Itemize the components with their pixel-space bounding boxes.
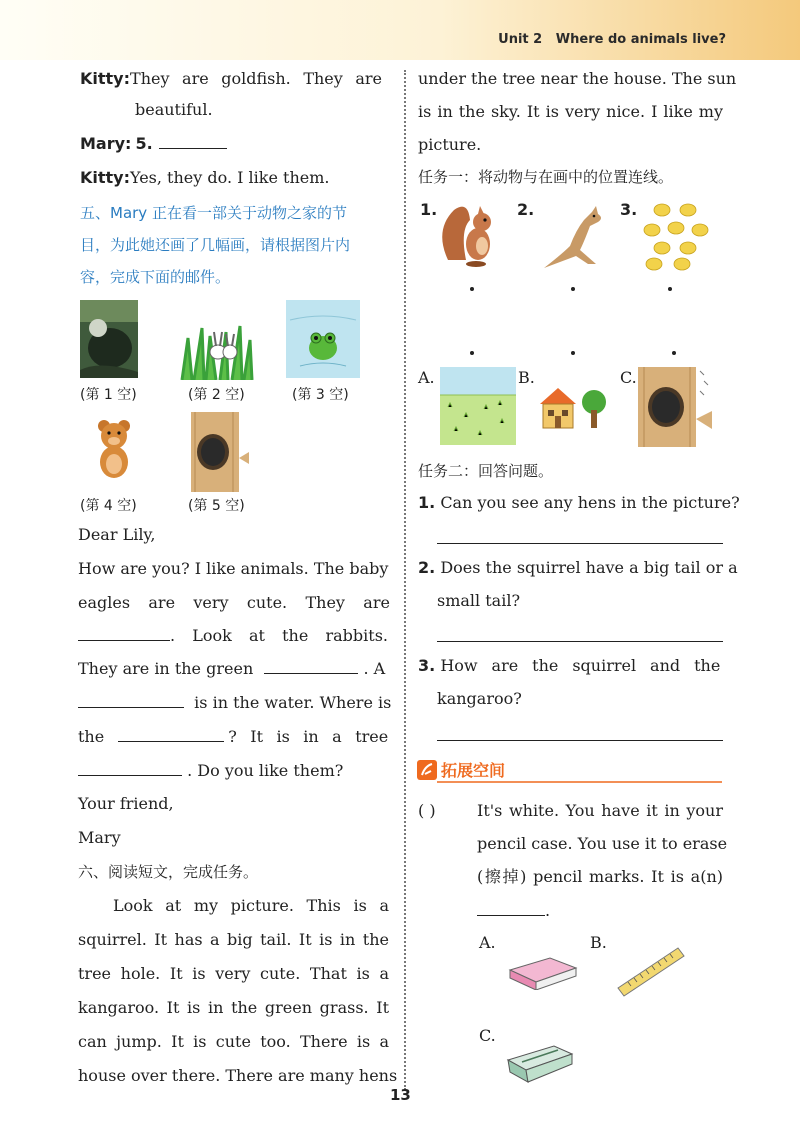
passage-line-7: under the tree near the house. The sun	[418, 69, 737, 88]
question-3-cont: kangaroo?	[437, 689, 522, 708]
question-2: 2. Does the squirrel have a big tail or a	[418, 558, 738, 577]
section-5-instruction-1: 五、Mary 正在看一部关于动物之家的节	[80, 204, 347, 222]
frog-in-water-image	[286, 300, 360, 378]
email-greeting: Dear Lily,	[78, 525, 156, 544]
option-c-label: C.	[479, 1026, 496, 1045]
caption-3: (第 3 空)	[292, 387, 349, 403]
email-line-5: is in the water. Where is	[78, 692, 391, 714]
extension-paren[interactable]: ( )	[418, 801, 436, 820]
passage-line-9: picture.	[418, 135, 482, 154]
caption-4: (第 4 空)	[80, 498, 137, 514]
passage-line-1: Look at my picture. This is a	[113, 896, 389, 915]
match-dot-b[interactable]	[571, 351, 575, 355]
kangaroo-image	[540, 206, 608, 270]
section-5-instruction-2: 目，为此她还画了几幅画，请根据图片内	[80, 236, 351, 254]
match-dot-2[interactable]	[571, 287, 575, 291]
email-line-6: the ? It is in a tree	[78, 727, 389, 746]
email-line-3: . Look at the rabbits.	[78, 625, 390, 647]
match-dot-3[interactable]	[668, 287, 672, 291]
option-b-label: B.	[590, 933, 607, 952]
bear-image	[94, 418, 134, 482]
eraser-image	[506, 952, 578, 990]
column-divider	[404, 70, 406, 1090]
extension-title: 拓展空间	[441, 761, 506, 780]
question-1: 1. Can you see any hens in the picture?	[418, 493, 740, 512]
place-label-c: C.	[620, 368, 637, 387]
forest-cave-image	[80, 300, 138, 378]
caption-1: (第 1 空)	[80, 387, 137, 403]
extension-blank[interactable]: .	[477, 900, 550, 922]
match-dot-c[interactable]	[672, 351, 676, 355]
task-2-heading: 任务二：回答问题。	[418, 462, 554, 480]
page-header	[0, 0, 800, 60]
extension-line-3: (擦掉) pencil marks. It is a(n)	[477, 867, 723, 886]
passage-line-3: tree hole. It is very cute. That is a	[78, 964, 389, 983]
answer-line-1[interactable]	[437, 543, 723, 544]
email-line-1: How are you? I like animals. The baby	[78, 559, 389, 578]
email-line-7: . Do you like them?	[78, 760, 343, 782]
dialogue-line-2: Mary: 5.	[80, 133, 227, 155]
section-5-instruction-3: 容，完成下面的邮件。	[80, 268, 231, 286]
caption-2: (第 2 空)	[188, 387, 245, 403]
squirrel-image	[440, 200, 500, 268]
email-line-2: eagles are very cute. They are	[78, 593, 390, 612]
passage-line-8: is in the sky. It is very nice. I like my	[418, 102, 723, 121]
house-and-tree-image	[538, 384, 608, 432]
pencil-case-image	[504, 1042, 576, 1084]
answer-line-3[interactable]	[437, 740, 723, 741]
passage-line-2: squirrel. It has a big tail. It is in the	[78, 930, 389, 949]
animal-num-1: 1.	[420, 200, 438, 219]
place-label-a: A.	[418, 368, 435, 387]
tree-hole-image	[185, 412, 249, 492]
tree-hollow-image	[634, 367, 714, 447]
section-6-heading: 六、阅读短文，完成任务。	[78, 863, 259, 881]
match-dot-a[interactable]	[470, 351, 474, 355]
passage-line-4: kangaroo. It is in the green grass. It	[78, 998, 389, 1017]
extension-line-1: It's white. You have it in your	[477, 801, 723, 820]
dialogue-line-1b: beautiful.	[135, 100, 213, 119]
dialogue-line-3: Kitty:Yes, they do. I like them.	[80, 168, 330, 187]
email-closing: Your friend,	[78, 794, 174, 813]
match-dot-1[interactable]	[470, 287, 474, 291]
passage-line-6: house over there. There are many hens	[78, 1066, 398, 1085]
email-signature: Mary	[78, 828, 121, 847]
answer-line-2[interactable]	[437, 641, 723, 642]
question-3: 3. How are the squirrel and the	[418, 656, 721, 675]
animal-num-2: 2.	[517, 200, 535, 219]
task-1-heading: 任务一：将动物与在画中的位置连线。	[418, 168, 674, 186]
passage-line-5: can jump. It is cute too. There is a	[78, 1032, 389, 1051]
header-title: Unit 2 Where do animals live?	[498, 32, 726, 47]
hens-image	[640, 198, 712, 274]
option-a-label: A.	[479, 933, 496, 952]
dialogue-line-1: Kitty:They are goldfish. They are	[80, 69, 383, 88]
page-number: 13	[390, 1086, 411, 1104]
animal-num-3: 3.	[620, 200, 638, 219]
place-label-b: B.	[518, 368, 535, 387]
rabbits-in-grass-image	[180, 318, 254, 380]
ruler-image	[614, 944, 688, 998]
email-line-4: They are in the green . A	[78, 659, 386, 678]
question-2-cont: small tail?	[437, 591, 521, 610]
extension-line-2: pencil case. You use it to erase	[477, 834, 728, 853]
grassland-image	[440, 367, 516, 445]
caption-5: (第 5 空)	[188, 498, 245, 514]
